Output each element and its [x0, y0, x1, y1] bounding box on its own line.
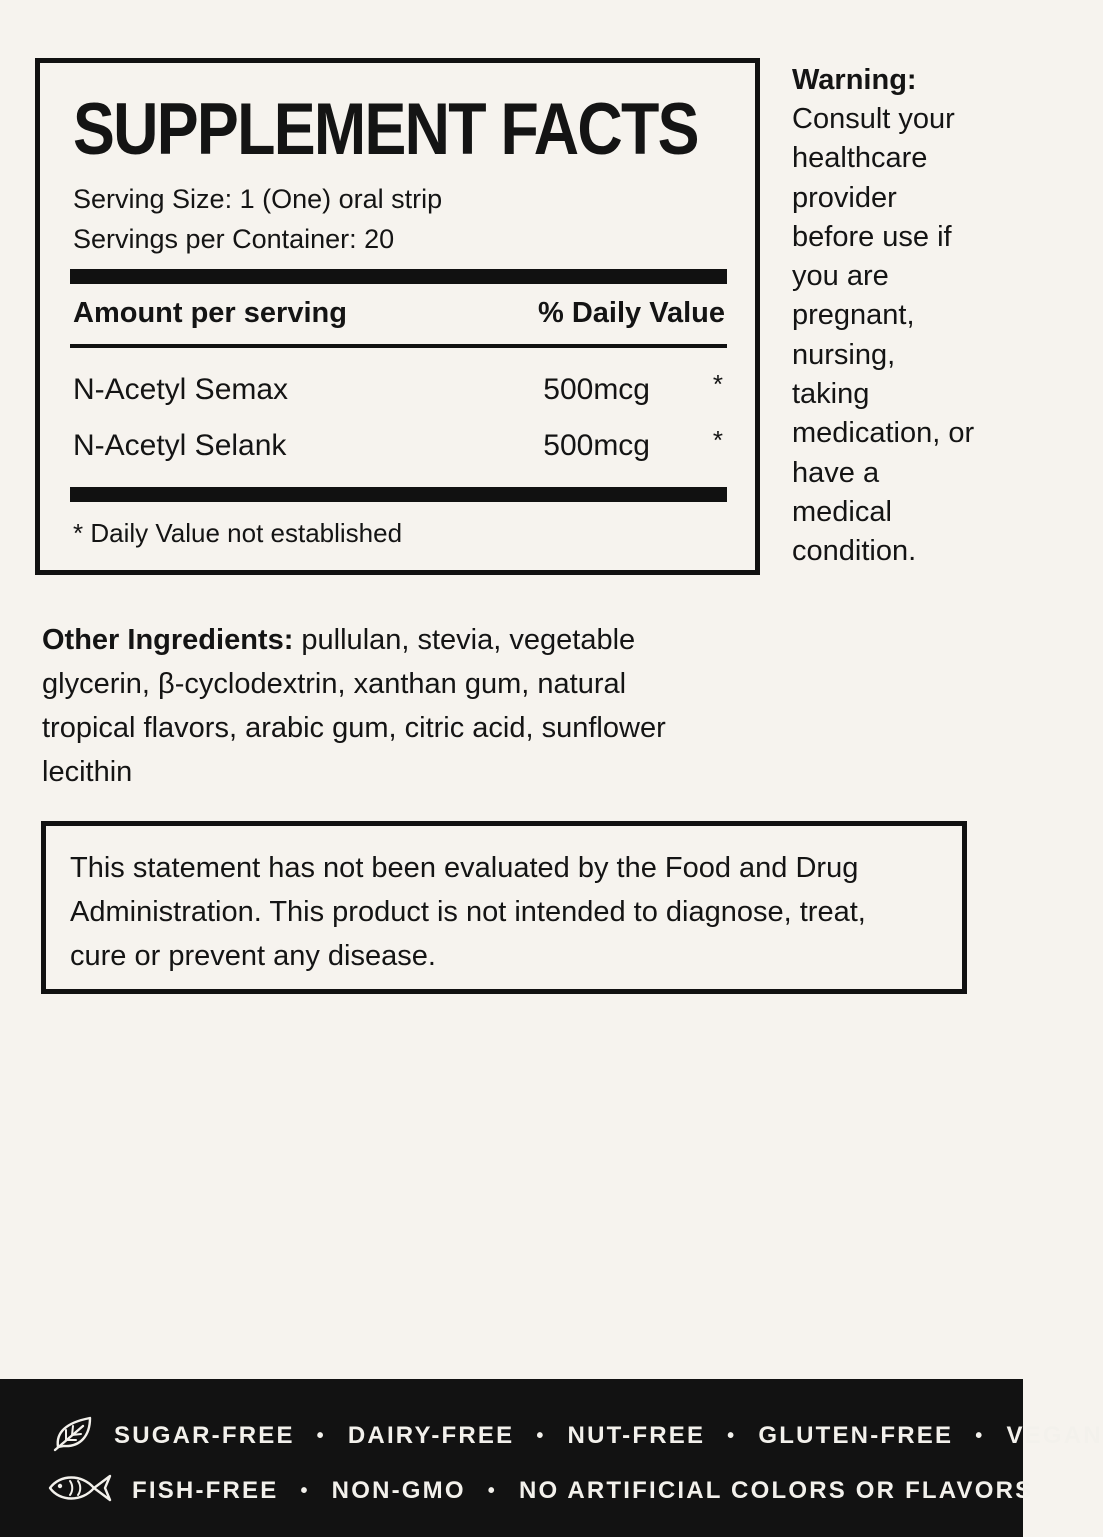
ingredient-amount: 500mcg	[543, 429, 650, 462]
bullet-separator: •	[536, 1424, 546, 1447]
ingredient-name: N-Acetyl Selank	[73, 429, 287, 462]
ingredients-line	[42, 618, 692, 662]
thick-divider	[70, 269, 727, 284]
bullet-separator: •	[300, 1479, 310, 1502]
warning-line: have a	[792, 456, 880, 489]
table-row	[73, 426, 725, 466]
ingredients-line: glycerin, β-cyclodextrin, xanthan gum, natural	[42, 668, 627, 700]
attribute-label: NO ARTIFICIAL COLORS OR FLAVORS	[518, 1477, 1034, 1504]
attribute-label: NUT-FREE	[567, 1422, 706, 1449]
bullet-separator: •	[487, 1479, 497, 1502]
daily-value-footnote: * Daily Value not established	[73, 518, 403, 548]
attribute-label: GLUTEN-FREE	[758, 1422, 954, 1449]
amount-per-serving-header: Amount per serving	[73, 297, 347, 329]
warning-line: before use if	[792, 220, 952, 253]
thin-divider	[70, 344, 727, 348]
supplement-facts-panel	[35, 58, 760, 575]
warning-line: you are	[792, 260, 889, 293]
warning-line: nursing,	[792, 338, 896, 371]
bullet-separator: •	[727, 1424, 737, 1447]
attributes-line-2	[46, 1470, 1033, 1512]
attribute-label: NON-GMO	[331, 1477, 466, 1504]
attribute-label: DAIRY-FREE	[347, 1422, 515, 1449]
ingredient-name: N-Acetyl Semax	[73, 373, 289, 406]
warning-block	[792, 61, 992, 572]
fda-line: Administration. This product is not intended to diagnose, treat,	[70, 896, 866, 928]
ingredients-text: pullulan, stevia, vegetable	[293, 624, 636, 656]
daily-value-header: % Daily Value	[538, 297, 725, 329]
attribute-label: FISH-FREE	[132, 1477, 279, 1504]
ingredients-label: Other Ingredients:	[42, 624, 294, 656]
warning-line: Consult your	[792, 103, 955, 135]
warning-text	[792, 100, 992, 572]
other-ingredients	[42, 618, 692, 794]
fda-disclaimer	[41, 821, 967, 994]
fda-line: cure or prevent any disease.	[70, 940, 436, 972]
bullet-separator: •	[975, 1424, 985, 1447]
attributes-footer	[0, 1379, 1103, 1537]
leaf-icon	[52, 1414, 96, 1459]
attribute-label: VEGAN	[1006, 1422, 1103, 1449]
thick-divider	[70, 487, 727, 502]
ingredient-daily-value: *	[712, 369, 723, 399]
ingredient-daily-value: *	[712, 425, 723, 455]
attributes-line-1	[52, 1415, 1103, 1457]
servings-per-container: Servings per Container: 20	[73, 224, 395, 254]
ingredient-amount: 500mcg	[543, 373, 650, 406]
warning-line: provider	[792, 181, 897, 214]
warning-line: medical	[792, 495, 892, 528]
fda-line: This statement has not been evaluated by the Food and Drug	[70, 852, 859, 884]
serving-size: Serving Size: 1 (One) oral strip	[73, 184, 443, 214]
ingredients-line: tropical flavors, arabic gum, citric acid, sunflower	[42, 712, 666, 744]
warning-title: Warning:	[792, 64, 917, 96]
warning-line: taking	[792, 378, 870, 411]
warning-line: pregnant,	[792, 299, 915, 332]
fish-icon	[46, 1470, 114, 1513]
facts-title: SUPPLEMENT FACTS	[73, 89, 698, 170]
attribute-label: SUGAR-FREE	[114, 1422, 295, 1449]
table-row	[73, 370, 725, 410]
bullet-separator: •	[316, 1424, 326, 1447]
warning-line: condition.	[792, 535, 917, 568]
ingredients-line: lecithin	[42, 756, 133, 788]
warning-line: healthcare	[792, 142, 928, 175]
warning-line: medication, or	[792, 417, 975, 450]
